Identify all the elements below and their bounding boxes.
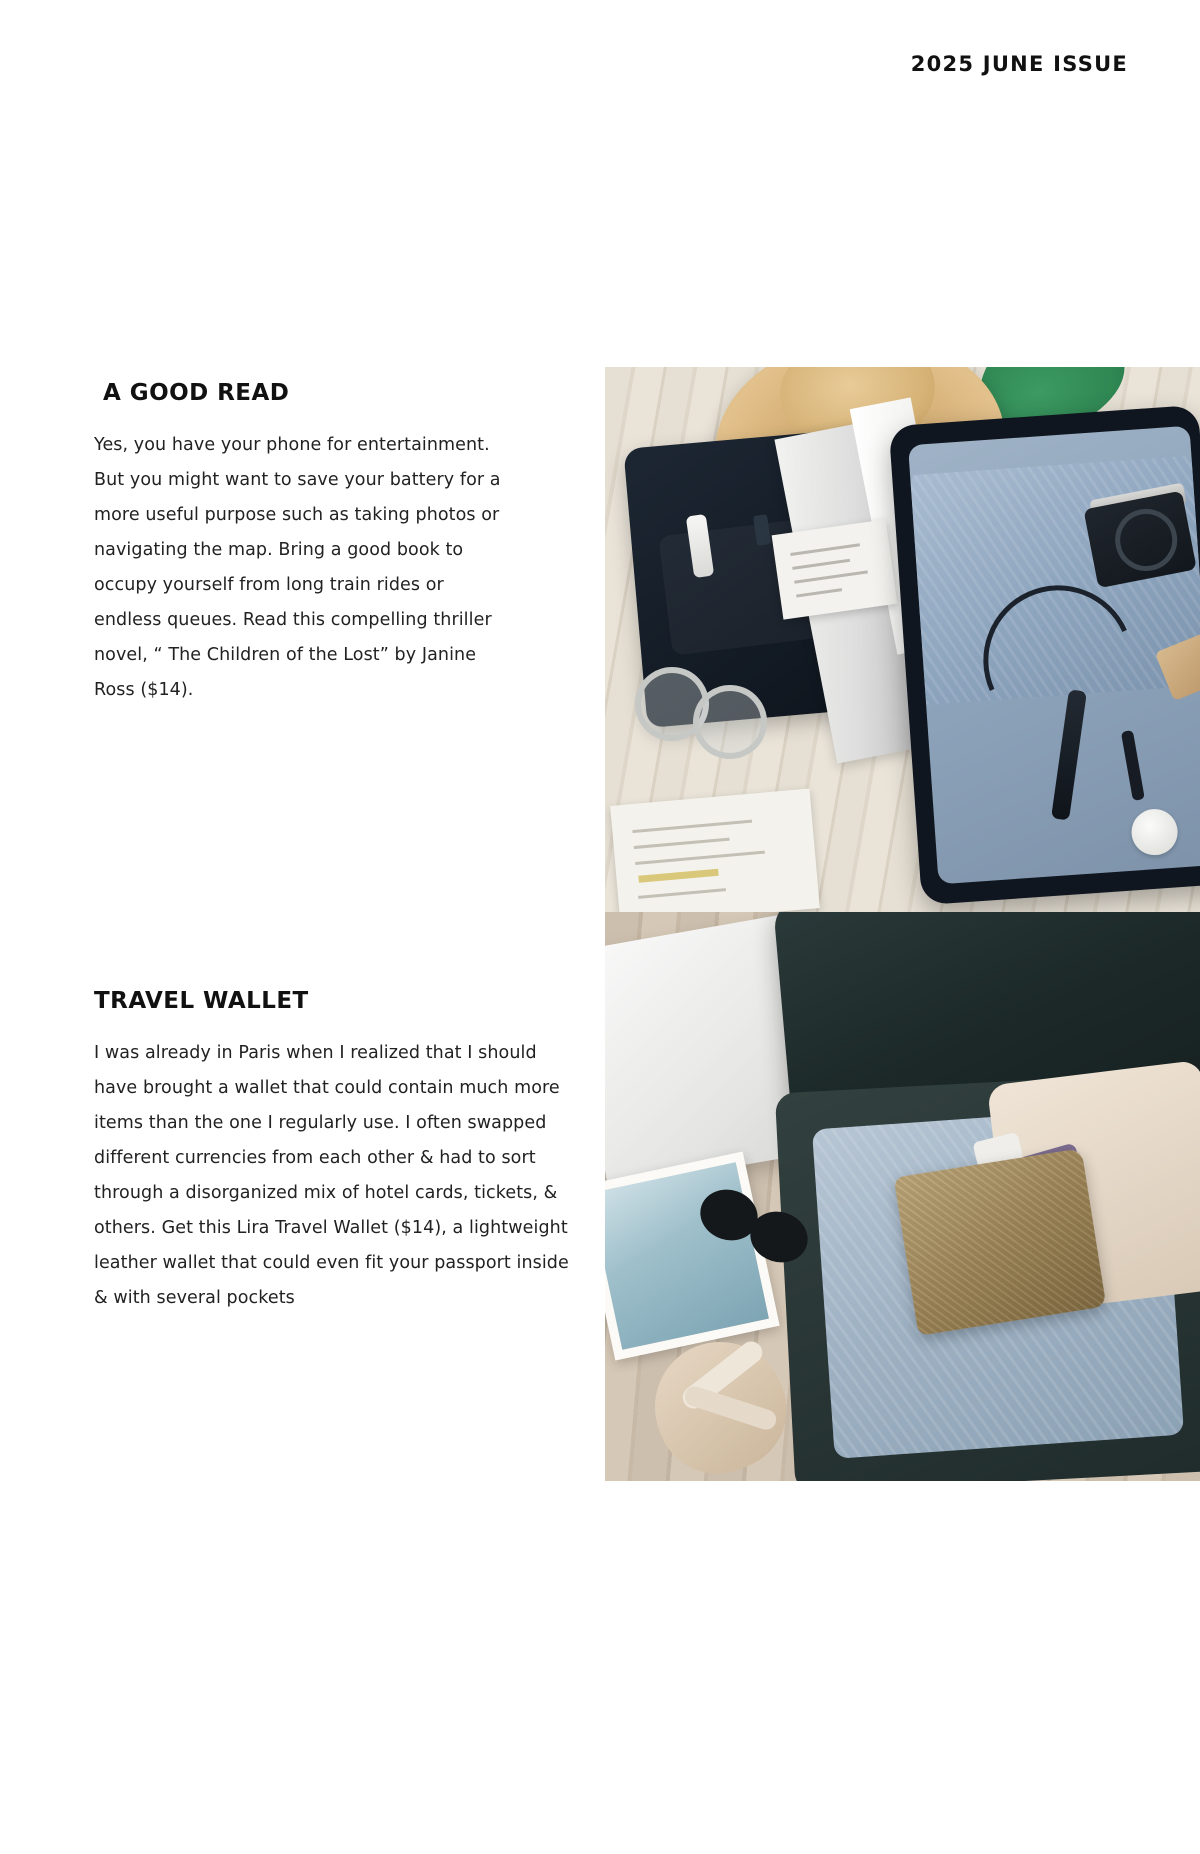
round-container [1130, 808, 1179, 857]
article-body: I was already in Paris when I realized that I should have brought a wallet that could contain much more items than the one I regularly use. I often swapped different currencies from each other & had to sort through a disorganized mix of hotel cards, tickets, & others. Get this Lira Travel Wallet ($14), a lightweight leather wallet that could even fit your passport inside & with several pockets [94, 1043, 569, 1308]
photo-column [605, 367, 1200, 1481]
gold-travel-wallet-texture [894, 1148, 1107, 1336]
article-title: A GOOD READ [103, 380, 290, 406]
note-card [772, 519, 898, 619]
paper-note [610, 789, 820, 912]
issue-header: 2025 JUNE ISSUE [910, 52, 1128, 76]
suitcase-contents [908, 426, 1200, 885]
article-a-good-read [94, 380, 514, 708]
article-title: TRAVEL WALLET [94, 988, 309, 1014]
pen [1121, 730, 1145, 801]
open-bag-with-wallet-image [605, 912, 1200, 1481]
article-body: Yes, you have your phone for entertainment. But you might want to save your battery for a more useful purpose such as taking photos or navigating the map. Bring a good book to occupy yourself from long train rides or endless queues. Read this compelling thriller novel, “ The Children of the Lost” by Janine Ross ($14). [94, 435, 501, 700]
article-text-column [94, 380, 569, 1308]
packed-suitcase-flatlay-image [605, 367, 1200, 912]
article-travel-wallet [94, 988, 584, 1316]
